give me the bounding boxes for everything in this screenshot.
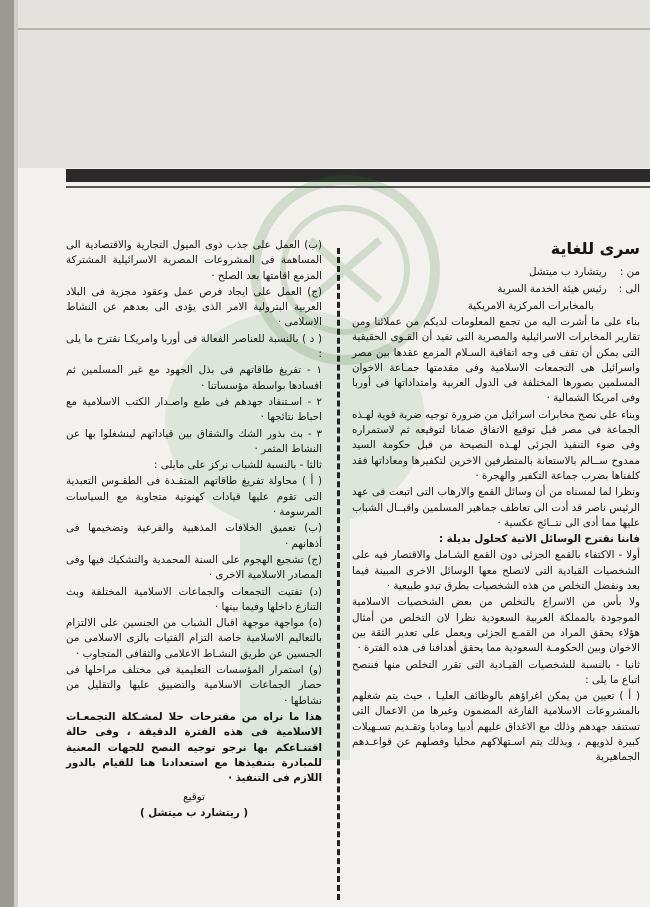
- paragraph: ثالثا - بالنسبة للشباب نركز على مايلى :: [154, 459, 322, 472]
- paragraph: ( أ ) محاولة تفريغ طاقاتهم المتقـدة فى الطقـوس التعبدية التى تقوم عليها قيادات كهنوتية متجاوبة مع السياسات المرسومة ·: [66, 475, 322, 519]
- thin-rule-line: [66, 186, 650, 188]
- paragraph: هذا ما نراه من مقترحات حلا لمشـكلة التجمعـات الاسلامية فى هذه الفترة الدقيقة ، وفى حالة اقتنـاعكم بها نرجو توجيه النصح للجهات المعنية للمبادرة بتنفيذها مع استعدادنا هنا للقيام بالدور اللازم فى التنفيذ ·: [66, 710, 322, 785]
- paragraph: ٣ - بث بذور الشك والشقاق بين قياداتهم لينشغلوا بها عن النشاط المثمر ·: [66, 427, 322, 455]
- signature-label: توقيع: [183, 791, 205, 804]
- paragraph: (ب) العمل على جذب ذوى الميول التجارية والاقتصادية الى المساهمة فى المشروعات المصرية الاسرائيلية المشتركة المزمع اقامتها بعد الصلح ·: [66, 239, 322, 282]
- to-value-continued: بالمخابرات المركزية الامريكية: [467, 300, 594, 312]
- paragraph: (ه) مواجهة موجهة اقبال الشباب من الجنسين على الالتزام بالتعاليم الاسلامية خاصة التزام الفتيات بالزى الاسلامى من الجنسين عن طريق النشـاط الاعلامى والثقافى المتجاوب ·: [66, 617, 322, 660]
- signature-name: ( ريتشارد ب ميتشل ): [139, 806, 249, 819]
- paragraph: فاننا نقترح الوسائل الاتية كحلول بديلة :: [438, 533, 640, 546]
- top-border-line: [18, 28, 650, 30]
- right-column: [352, 238, 640, 767]
- paragraph: أولا - الاكتفاء بالقمع الجزئى دون القمع الشـامل والاقتصار فيه على الشخصيات القيادية التى لاتصلح معها الوسائل الاخرى المبينة فيما بعد ونفضل التخلص من هذه الشخصيات بطرق تبدو طبيعية ·: [352, 549, 640, 593]
- paragraph: ( د ) بالنسبة للعناصر الفعالة فى أوربا وامريكـا نقترح ما يلى :: [66, 332, 322, 361]
- document-title: سرى للغاية: [550, 239, 640, 258]
- paragraph: (ب) تعميق الخلافات المذهبية والفرعية وتضخيمها فى أذهانهم ·: [66, 522, 322, 550]
- left-column: [66, 238, 322, 821]
- heavy-rule-band: [66, 169, 650, 182]
- blank-header-area: [0, 0, 650, 168]
- from-label: من :: [619, 266, 640, 278]
- paragraph: ٢ - اسـتنفاد جهدهم فى طبع واصـدار الكتب الاسلامية مع احباط نتائجها ·: [66, 395, 322, 424]
- to-value: رئيس هيئة الخدمة السرية: [497, 283, 607, 295]
- column-divider: [337, 248, 340, 900]
- paragraph: (ج) تشجيع الهجوم على السنة المحمدية والتشكيك فيها وفى المصادر الاسلامية الاخرى ·: [66, 553, 322, 582]
- paragraph: بناء على ما أشرت اليه من تجمع المعلومات لديكم من عملائنا ومن تقارير المخابرات الاسرائيلية والمصرية التى تفيد أن القـوى الحقيقية التى يمكن أن تقف فى وجه اتفاقية السـلام المزمع عقدها بين مصر واسرائيل هى التجمعات الاسلامية وفى مقدمتها جمـاعة الاخوان المسلمين بصورها المختلفة فى الدول العربية وامتداداتها فى أوربا وفى امريكا الشمالية ·: [352, 316, 640, 405]
- paragraph: (و) استمرار المؤسسات التعليمية فى مختلف مراحلها فى حصار الجماعات الاسلامية والتضييق عليها والتقليل من نشاطها ·: [66, 664, 322, 707]
- to-line: [352, 281, 640, 297]
- to-label: الى :: [618, 283, 640, 295]
- paragraph: (ج) العمل على ايجاد فرص عمل وعقود مجزية فى البلاد العربية البترولية الامر الذى يؤدى الى بعدهم عن النشاط الاسلامى ·: [66, 285, 322, 329]
- paragraph: ولا بأس من الاسراع بالتخلص من بعض الشخصيات الاسلامية الموجودة بالمملكة العربية السعودية نظرا لان التخلص من أمثال هؤلاء يحقق المراد من القمـع الجزئى ويعمل على تعدير الثقة بين الاخوان وبين الحكومـة السعودية مما يحقق أهدافنا فى هذه الفترة ·: [352, 596, 640, 655]
- paragraph: ١ - تفريغ طاقاتهم فى بذل الجهود مع غير المسلمين ثم افسادها بواسطة مؤسساتنا ·: [66, 364, 322, 392]
- from-line: [352, 264, 640, 280]
- paragraph: ونظرا لما لمسناه من أن وسائل القمع والارهاب التى اتبعت فى عهد الرئيس ناصر قد أدت الى تعاطف جماهير المسلمين واقبــال الشباب عليها مما أدى الى نتــائج عكسية ·: [352, 486, 640, 529]
- paragraph: (د) تفتيت التجمعات والجماعات الاسلامية المختلفة وبث التنازع داخلها وفيما بينها ·: [66, 585, 322, 613]
- from-value: ريتشارد ب ميتشل: [528, 266, 607, 278]
- paragraph: ثانيا - بالنسبة للشخصيات القيـادية التى تقرر التخلص منها فننصح اتباع ما يلى :: [352, 658, 640, 686]
- page-binding-edge: [0, 0, 14, 907]
- paragraph: وبناء على نصح مخابرات اسرائيل من ضرورة توجيه ضربة قوية لهـذه الجماعة فى مصر قبل توقيع الاتفاق ضمانا لتوقيعه ثم لاستمراره وفى ضوء التنفيذ الجزئى لهـذه النصيحة من قبل حكومة السيد ممدوح ســالم بالاستعانة بالمتطرفين الاخرين لتكفيرها ومعاداتها فقد كلفناها بضرب جماعة التكفير والهجرة ·: [352, 408, 640, 482]
- paragraph: ( أ ) تعيين من يمكن اغراؤهم بالوظائف العليـا ، حيث يتم شغلهم بالمشروعات الاسلامية الفارغة المضمون وغيرها من الاعمال التى تستنفد جهدهم وذلك مع الاغداق عليهم أدبيا وماديا وتقـديم تسـهيلات كبيرة لذويهم ، وبذلك يتم اسـتهلاكهم محليا وفصلهم عن قواعـدهم الجماهيرية: [352, 690, 640, 764]
